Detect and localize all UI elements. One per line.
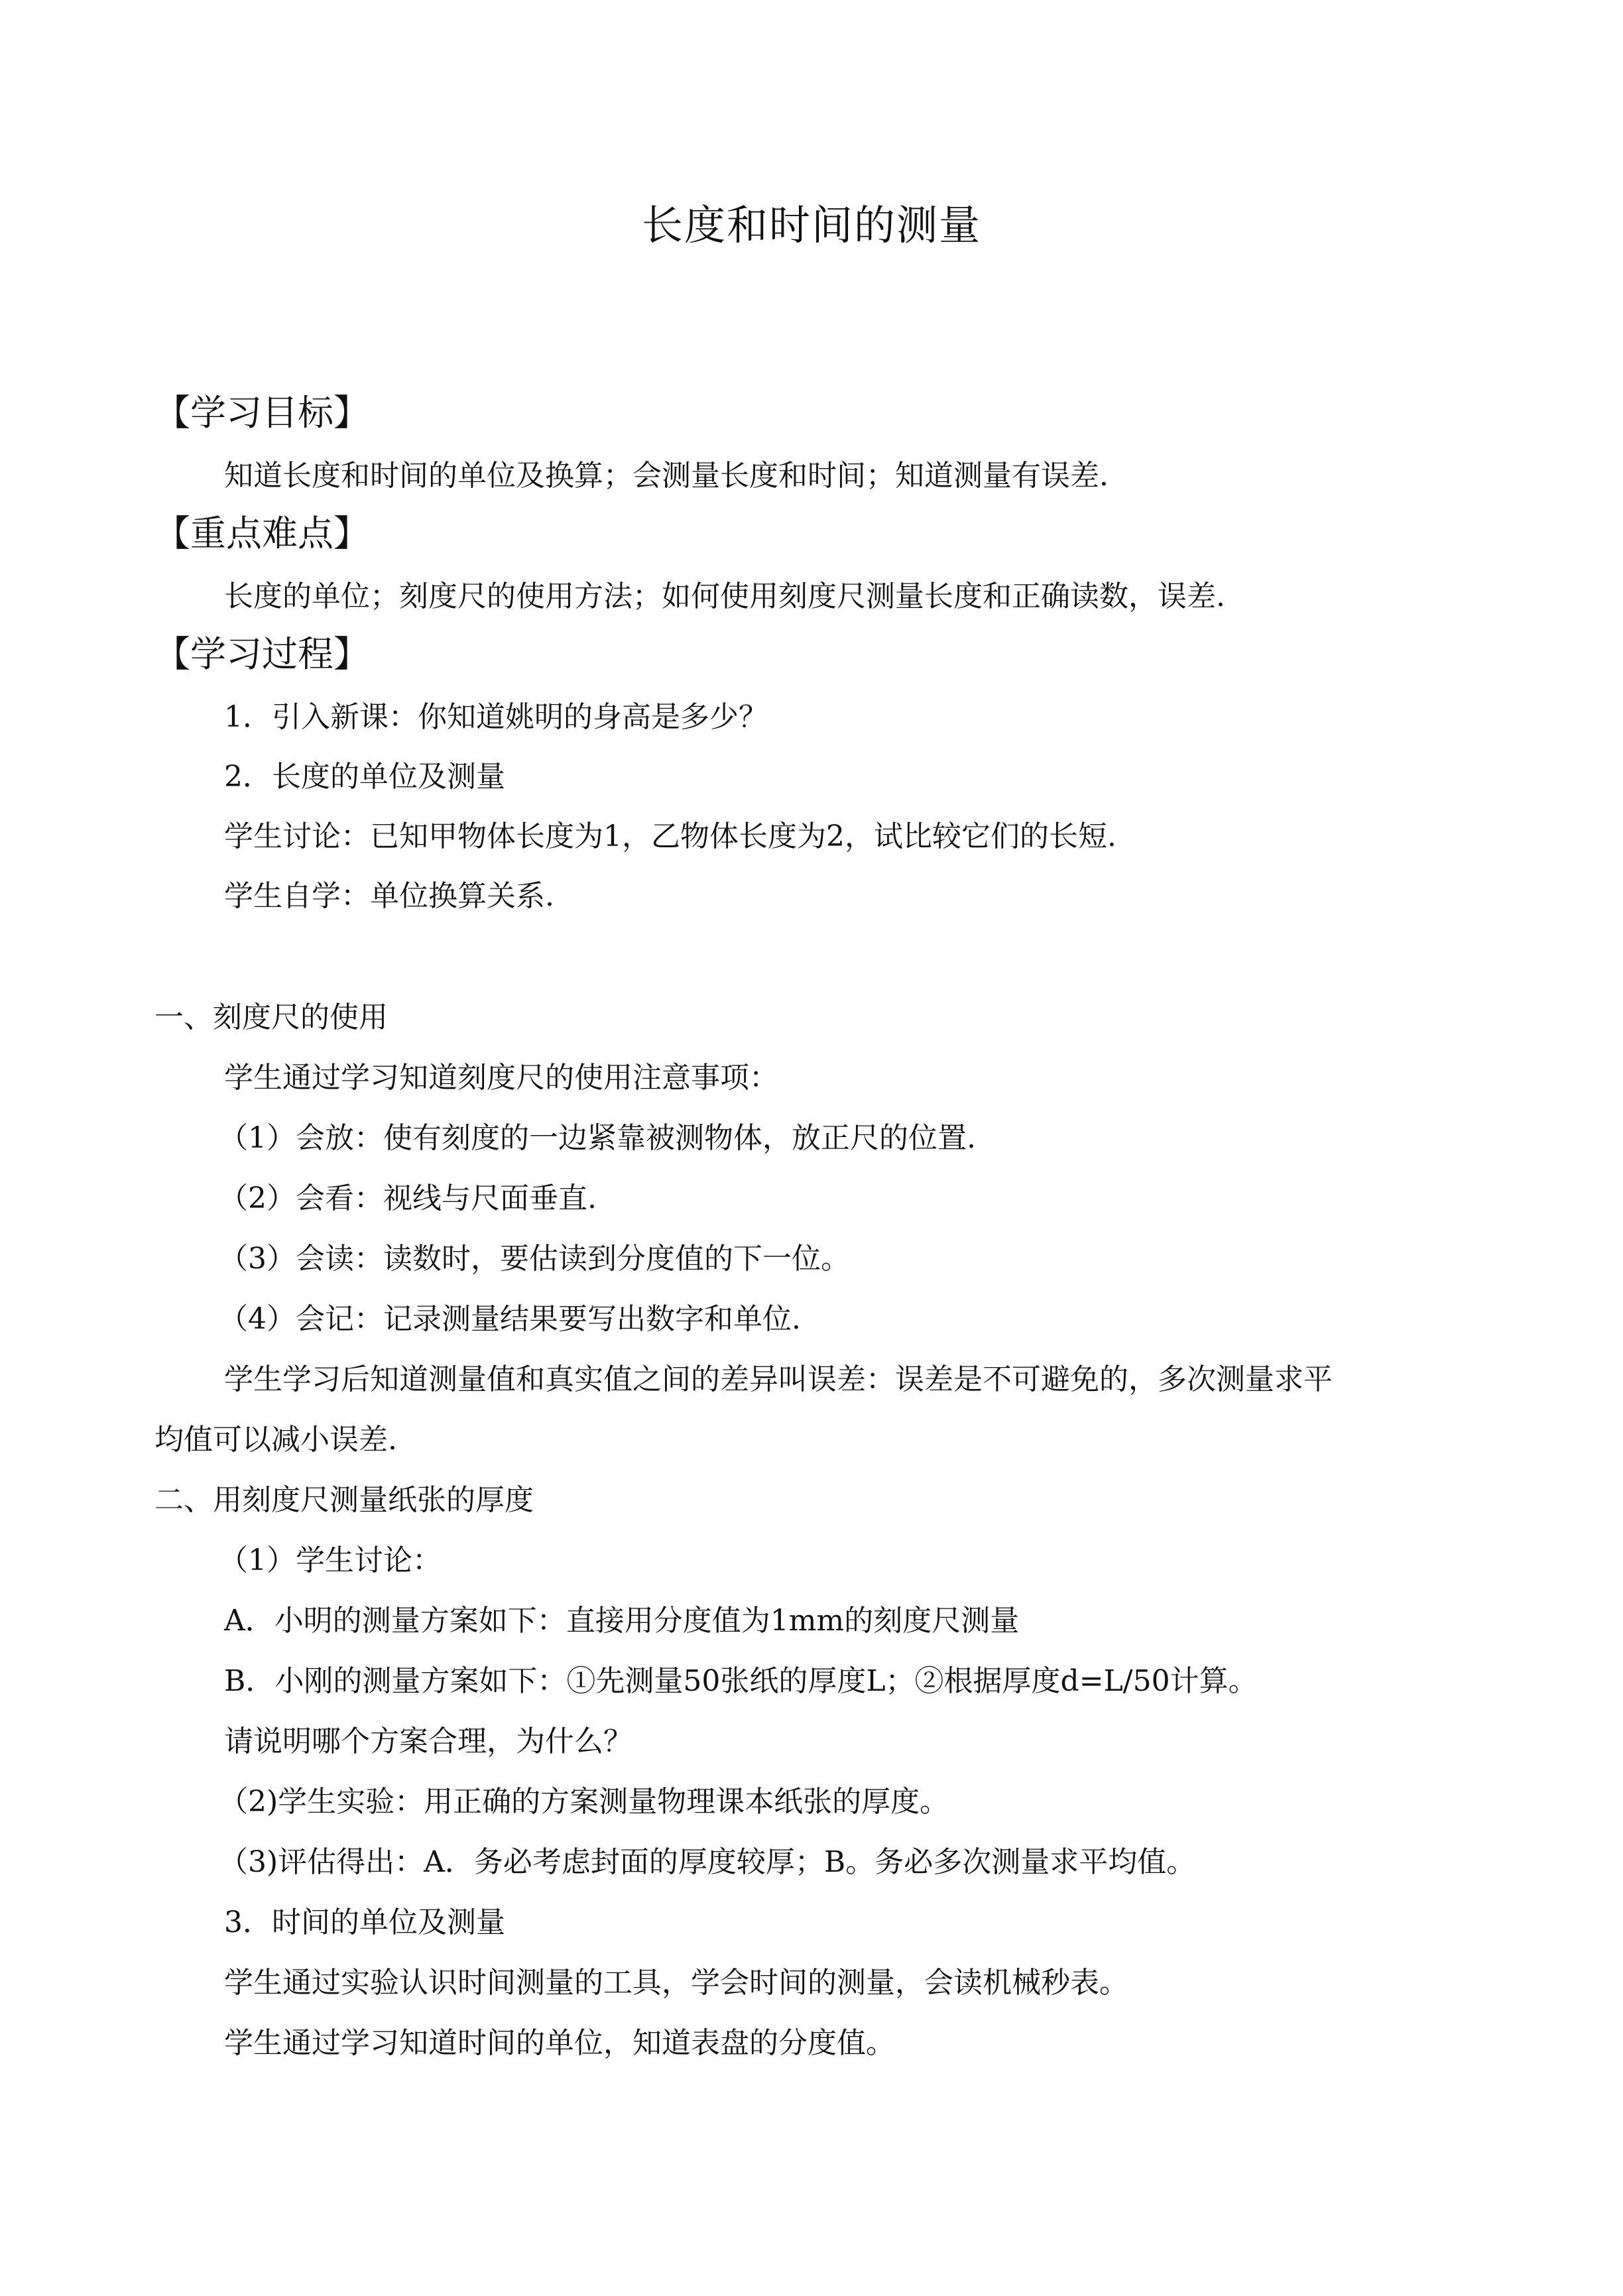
part1-item-3: （3）会读：读数时，要估读到分度值的下一位。 xyxy=(219,1242,850,1276)
process-line-4: 学生自学：单位换算关系. xyxy=(224,879,554,913)
section-heading-key-points: 【重点难点】 xyxy=(154,513,369,554)
part1-intro: 学生通过学习知道刻度尺的使用注意事项： xyxy=(224,1061,778,1095)
part3-line-2: 学生通过学习知道时间的单位，知道表盘的分度值。 xyxy=(224,2026,895,2060)
section-heading-process: 【学习过程】 xyxy=(154,633,369,675)
part2-line-3: B．小刚的测量方案如下：①先测量50张纸的厚度L；②根据厚度d=L/50计算。 xyxy=(224,1664,1258,1698)
part1-item-2: （2）会看：视线与尺面垂直. xyxy=(219,1181,597,1215)
part1-error-line-2: 均值可以减小误差. xyxy=(154,1423,397,1457)
section-heading-objectives: 【学习目标】 xyxy=(154,392,369,434)
process-line-2: 2．长度的单位及测量 xyxy=(224,760,505,794)
key-points-text: 长度的单位；刻度尺的使用方法；如何使用刻度尺测量长度和正确读数，误差. xyxy=(224,579,1225,613)
part1-item-1: （1）会放：使有刻度的一边紧靠被测物体，放正尺的位置. xyxy=(219,1121,976,1155)
part2-line-2: A．小明的测量方案如下：直接用分度值为1mm的刻度尺测量 xyxy=(224,1604,1020,1638)
process-line-1: 1．引入新课：你知道姚明的身高是多少？ xyxy=(224,700,768,734)
part1-item-4: （4）会记：记录测量结果要写出数字和单位. xyxy=(219,1302,801,1336)
part2-line-5: （2)学生实验：用正确的方案测量物理课本纸张的厚度。 xyxy=(219,1785,949,1819)
part2-line-4: 请说明哪个方案合理，为什么？ xyxy=(224,1724,632,1758)
page-title: 长度和时间的测量 xyxy=(641,201,981,249)
part2-line-6: （3)评估得出：A．务必考虑封面的厚度较厚；B。务必多次测量求平均值。 xyxy=(219,1845,1196,1879)
part3-heading: 3．时间的单位及测量 xyxy=(224,1905,505,1939)
process-line-3: 学生讨论：已知甲物体长度为1，乙物体长度为2，试比较它们的长短. xyxy=(224,819,1116,853)
objectives-text: 知道长度和时间的单位及换算；会测量长度和时间；知道测量有误差. xyxy=(224,459,1109,493)
part1-error-line-1: 学生学习后知道测量值和真实值之间的差异叫误差：误差是不可避免的，多次测量求平 xyxy=(224,1362,1333,1396)
part2-line-1: （1）学生讨论： xyxy=(219,1543,442,1577)
part1-heading: 一、刻度尺的使用 xyxy=(154,1000,388,1034)
part2-heading: 二、用刻度尺测量纸张的厚度 xyxy=(154,1483,534,1517)
part3-line-1: 学生通过实验认识时间测量的工具，学会时间的测量，会读机械秒表。 xyxy=(224,1966,1128,2000)
